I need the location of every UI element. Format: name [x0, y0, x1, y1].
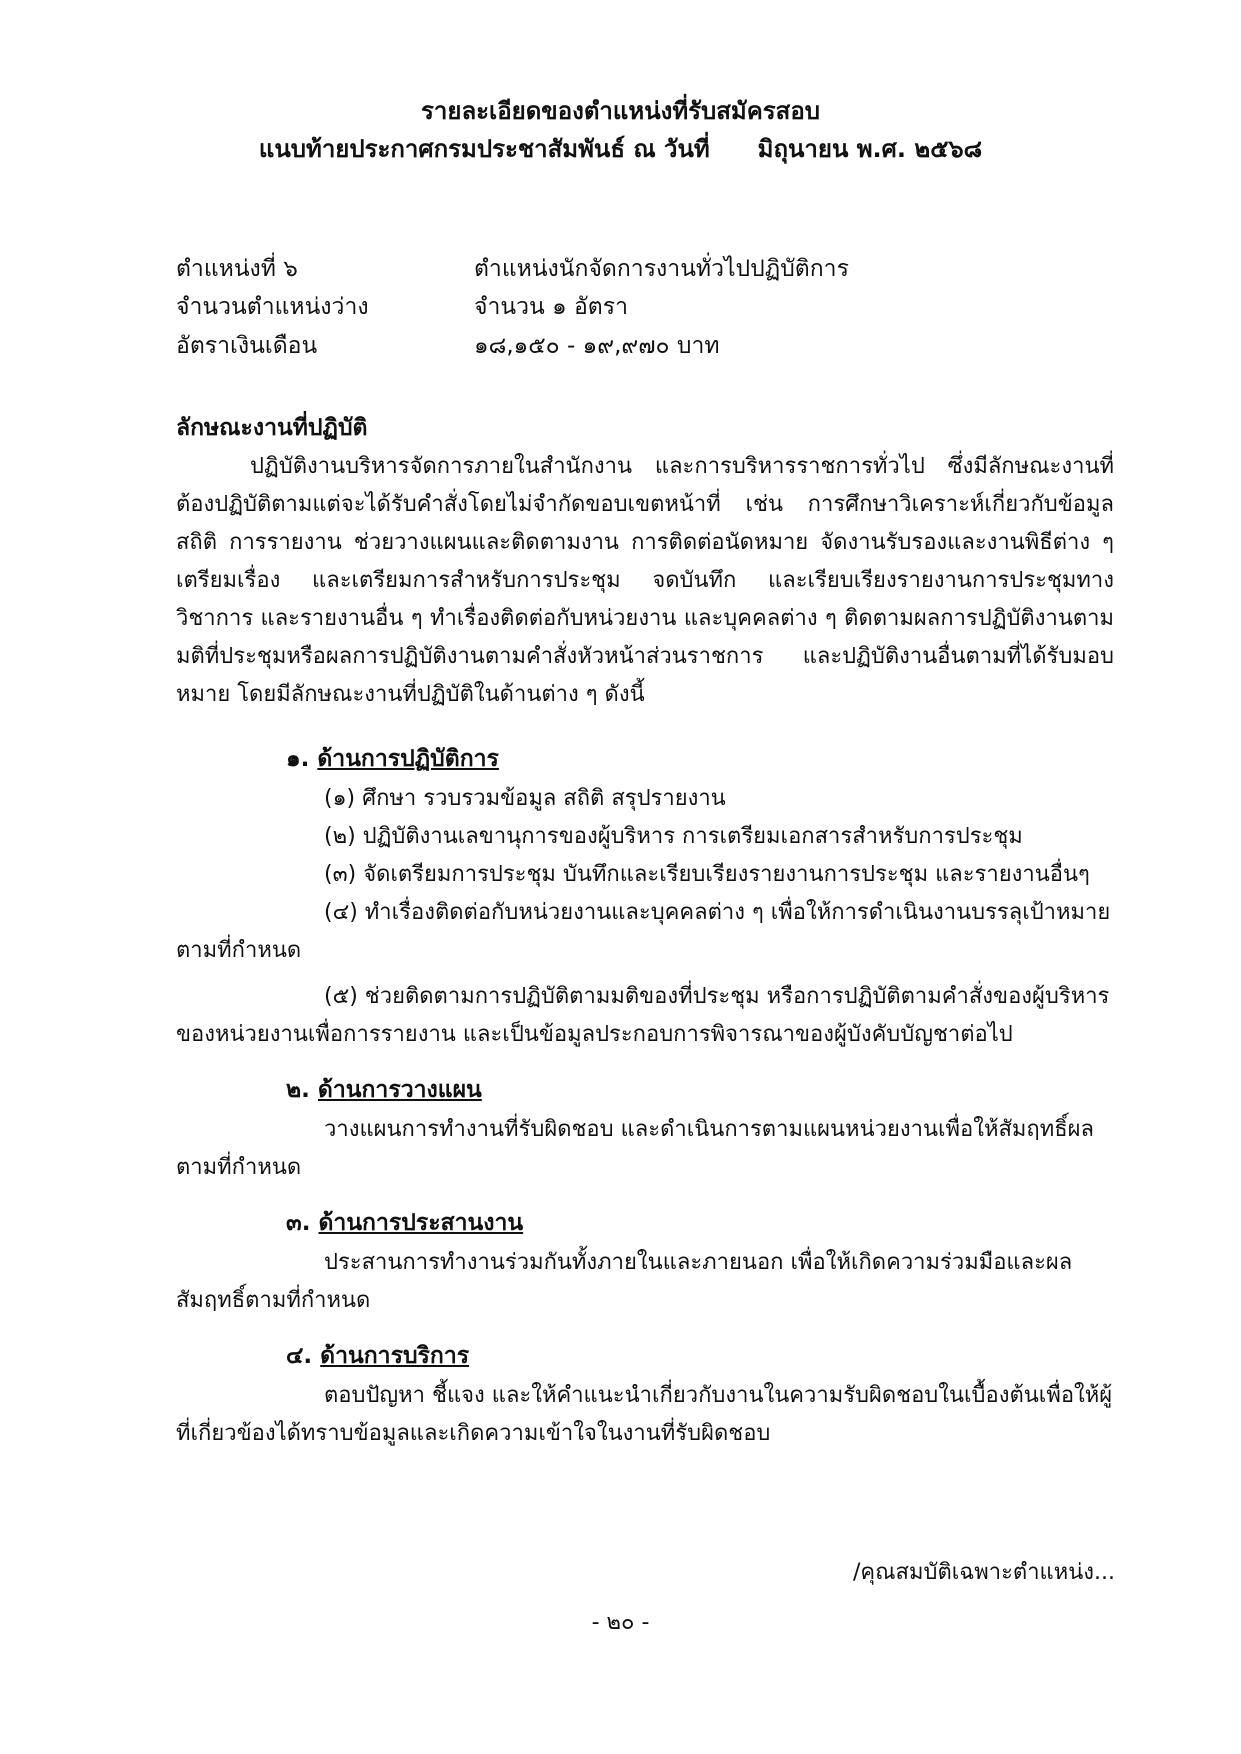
list-item: ตอบปัญหา ชี้แจง และให้คำแนะนำเกี่ยวกับงานในความรับผิดชอบในเบื้องต้นเพื่อให้ผู้ที่เกี่ยวข้องได้ทราบข้อมูลและเกิดความเข้าใจในงานที่รับผิดชอบ [176, 1383, 1113, 1446]
document-title: รายละเอียดของตำแหน่งที่รับสมัครสอบ [421, 97, 820, 125]
section-heading-operations [286, 744, 499, 774]
section-title: ด้านการวางแผน [317, 1077, 482, 1103]
section-title: ด้านการประสานงาน [318, 1210, 524, 1236]
list-item: (๒) ปฏิบัติงานเลขานุการของผู้บริหาร การเตรียมเอกสารสำหรับการประชุม [324, 824, 1023, 849]
info-label: ตำแหน่งที่ ๖ [176, 256, 298, 282]
section-number: ๓. [286, 1210, 311, 1236]
list-item: (๕) ช่วยติดตามการปฏิบัติตามมติของที่ประชุม หรือการปฏิบัติตามคำสั่งของผู้บริหารของหน่วยงานเพื่อการรายงาน และเป็นข้อมูลประกอบการพิจารณาของผู้บังคับบัญชาต่อไป [176, 984, 1110, 1047]
subtitle-date: มิถุนายน พ.ศ. ๒๕๖๘ [757, 135, 983, 163]
section-number: ๔. [286, 1343, 313, 1369]
document-subtitle [0, 134, 1241, 164]
section-number: ๒. [286, 1077, 310, 1103]
section-title: ด้านการปฏิบัติการ [317, 746, 499, 772]
info-label: จำนวนตำแหน่งว่าง [176, 294, 369, 320]
job-nature-heading: ลักษณะงานที่ปฏิบัติ [176, 415, 368, 441]
section-number: ๑. [286, 746, 310, 772]
section-heading-service [286, 1341, 469, 1371]
subtitle-announcement: แนบท้ายประกาศกรมประชาสัมพันธ์ ณ วันที่ [258, 135, 710, 163]
page-number: - ๒๐ - [591, 1610, 650, 1635]
list-item: ประสานการทำงานร่วมกันทั้งภายในและภายนอก เพื่อให้เกิดความร่วมมือและผลสัมฤทธิ์ตามที่กำหนด [176, 1250, 1073, 1313]
info-value: ตำแหน่งนักจัดการงานทั่วไปปฏิบัติการ [474, 256, 849, 282]
info-label: อัตราเงินเดือน [176, 333, 318, 359]
info-value: จำนวน ๑ อัตรา [474, 294, 628, 320]
continuation-note: /คุณสมบัติเฉพาะตำแหน่ง... [853, 1560, 1115, 1585]
section-heading-coordination [286, 1208, 523, 1238]
list-item: (๔) ทำเรื่องติดต่อกับหน่วยงานและบุคคลต่าง ๆ เพื่อให้การดำเนินงานบรรลุเป้าหมายตามที่กำหนด [176, 900, 1111, 963]
job-nature-description: ปฏิบัติงานบริหารจัดการภายในสำนักงาน และการบริหารราชการทั่วไป ซึ่งมีลักษณะงานที่ต้องปฏิบัติตามแต่จะได้รับคำสั่งโดยไม่จำกัดขอบเขตหน้าที่ เช่น การศึกษาวิเคราะห์เกี่ยวกับข้อมูลสถิติ การรายงาน ช่วยวางแผนและติดตามงาน การติดต่อนัดหมาย จัดงานรับรองและงานพิธีต่าง ๆ เตรียมเรื่อง และเตรียมการสำหรับการประชุม จดบันทึก และเรียบเรียงรายงานการประชุมทางวิชาการ และรายงานอื่น ๆ ทำเรื่องติดต่อกับหน่วยงาน และบุคคลต่าง ๆ ติดตามผลการปฏิบัติงานตามมติที่ประชุมหรือผลการปฏิบัติงานตามคำสั่งหัวหน้าส่วนราชการ และปฏิบัติงานอื่นตามที่ได้รับมอบหมาย โดยมีลักษณะงานที่ปฏิบัติในด้านต่าง ๆ ดังนี้ [176, 454, 1114, 707]
section-title: ด้านการบริการ [320, 1343, 470, 1369]
info-value: ๑๘,๑๕๐ - ๑๙,๙๗๐ บาท [474, 333, 720, 359]
section-heading-planning [286, 1075, 482, 1105]
list-item: วางแผนการทำงานที่รับผิดชอบ และดำเนินการตามแผนหน่วยงานเพื่อให้สัมฤทธิ์ผลตามที่กำหนด [176, 1117, 1095, 1180]
list-item: (๓) จัดเตรียมการประชุม บันทึกและเรียบเรียงรายงานการประชุม และรายงานอื่นๆ [324, 862, 1090, 887]
list-item: (๑) ศึกษา รวบรวมข้อมูล สถิติ สรุปรายงาน [324, 786, 726, 811]
